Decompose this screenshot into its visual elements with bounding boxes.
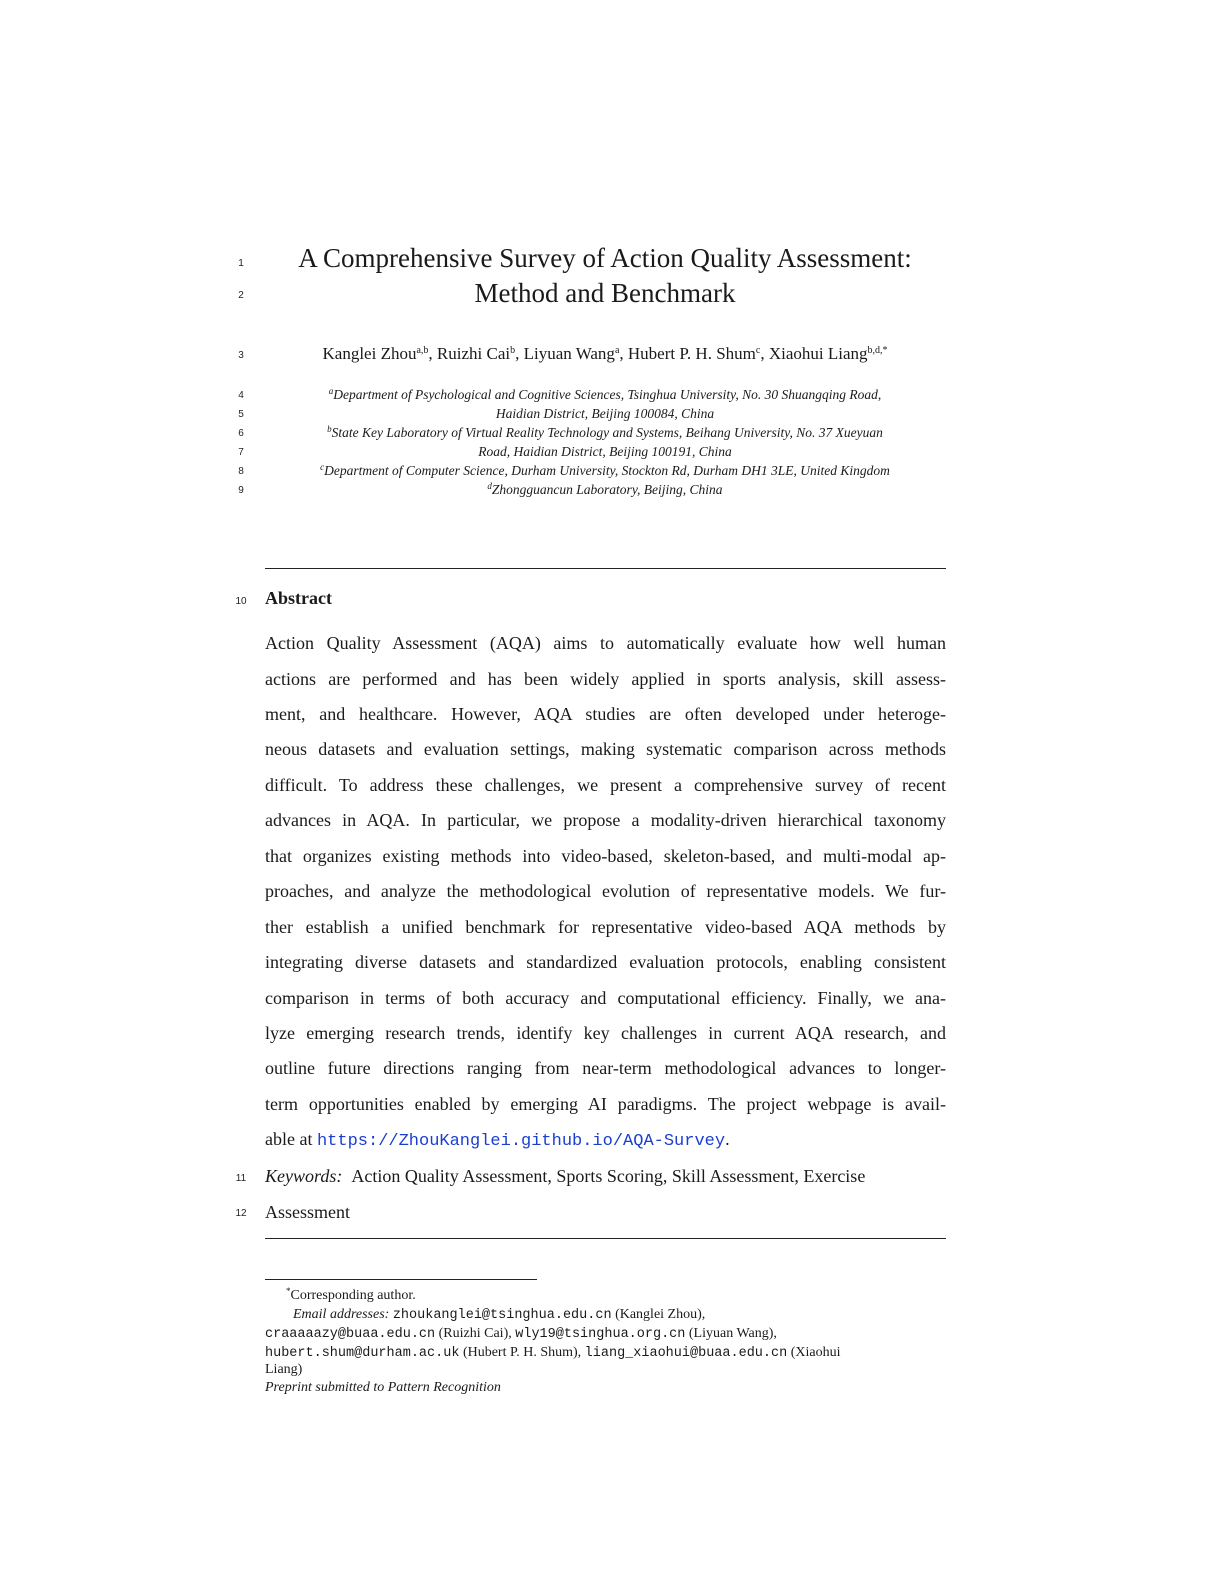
line-number: 1 [238,258,244,269]
abstract-line: term opportunities enabled by emerging AI paradigms. The project webpage is avail- [265,1094,946,1114]
corresponding-author-note: *Corresponding author. [286,1286,416,1303]
line-number: 6 [238,428,244,439]
author: Hubert P. H. Shum$^c$ [627,344,761,363]
author: Ruizhi Cai$^b$ [436,344,516,363]
affiliation: $^a$Department of Psychological and Cognitive Sciences, Tsinghua University, No. 30 Shuangqing Road, [328,386,882,402]
email-link[interactable]: zhoukanglei@tsinghua.edu.cn [392,1308,612,1323]
email-link[interactable]: liang_xiaohui@buaa.edu.cn [584,1346,788,1361]
abstract-line: advances in AQA. In particular, we propose a modality-driven hierarchical taxonomy [265,810,946,830]
author: Kanglei Zhou$^{a,b}$ [322,344,429,363]
line-number: 2 [238,290,244,301]
abstract-line: Action Quality Assessment (AQA) aims to automatically evaluate how well human [265,633,946,653]
abstract-line: difficult. To address these challenges, we present a comprehensive survey of recent [265,775,946,795]
abstract-line: outline future directions ranging from near-term methodological advances to longer- [265,1058,946,1078]
email-line: hubert.shum@durham.ac.uk (Hubert P. H. Shum), liang_xiaohui@buaa.edu.cn (Xiaohui [265,1345,841,1361]
affiliation-continued: Road, Haidian District, Beijing 100191, China [478,444,732,459]
abstract-line: neous datasets and evaluation settings, making systematic comparison across methods [265,739,946,759]
email-link[interactable]: craaaaazy@buaa.edu.cn [265,1327,436,1342]
email-link[interactable]: wly19@tsinghua.org.cn [515,1327,686,1342]
line-number: 10 [235,596,247,607]
author: Liyuan Wang$^a$ [523,344,620,363]
footnote-rule [265,1279,537,1280]
abstract-line: lyze emerging research trends, identify key challenges in current AQA research, and [265,1023,946,1043]
keywords-label: Keywords: [265,1166,343,1186]
abstract-line: integrating diverse datasets and standardized evaluation protocols, enabling consistent [265,952,946,972]
abstract-heading: Abstract [265,588,332,608]
abstract-line: proaches, and analyze the methodological evolution of representative models. We fur- [265,881,946,901]
author-list: Kanglei Zhou$^{a,b}$, Ruizhi Cai$^b$, Liyuan Wang$^a$, Hubert P. H. Shum$^c$, Xiaohui Liang$^{b,d,*}$ [322,344,888,363]
author: Xiaohui Liang$^{b,d,*}$ [768,344,888,363]
abstract-line: ment, and healthcare. However, AQA studies are often developed under heteroge- [265,704,946,724]
affiliation: $^c$Department of Computer Science, Durham University, Stockton Rd, Durham DH1 3LE, United Kingdom [320,462,890,478]
line-number: 7 [238,447,244,458]
email-line: craaaaazy@buaa.edu.cn (Ruizhi Cai), wly19@tsinghua.org.cn (Liyuan Wang), [265,1326,777,1342]
email-link[interactable]: hubert.shum@durham.ac.uk [265,1346,460,1361]
email-line: Email addresses: zhoukanglei@tsinghua.edu.cn (Kanglei Zhou), [293,1307,706,1323]
affiliation: $^b$State Key Laboratory of Virtual Reality Technology and Systems, Beihang University, No. 37 Xueyuan [327,424,883,440]
keywords-line: Assessment [265,1202,350,1222]
abstract-bottom-rule [265,1238,946,1239]
abstract-line: actions are performed and has been widely applied in sports analysis, skill assess- [265,669,946,689]
paper-title-line-1: A Comprehensive Survey of Action Quality Assessment: [298,243,912,273]
line-number: 3 [238,350,244,361]
affiliation: $^d$Zhongguancun Laboratory, Beijing, China [487,481,723,497]
abstract-last-line: able at https://ZhouKanglei.github.io/AQA-Survey. [265,1129,730,1151]
abstract-line: that organizes existing methods into video-based, skeleton-based, and multi-modal ap- [265,846,946,866]
keywords-line: Keywords: Action Quality Assessment, Sports Scoring, Skill Assessment, Exercise [265,1166,866,1186]
preprint-note: Preprint submitted to Pattern Recognition [265,1380,501,1395]
line-number: 8 [238,466,244,477]
line-number: 11 [235,1173,247,1184]
line-number: 12 [235,1208,247,1219]
paper-title-line-2: Method and Benchmark [474,278,736,308]
affiliation-continued: Haidian District, Beijing 100084, China [495,406,715,421]
project-webpage-link[interactable]: https://ZhouKanglei.github.io/AQA-Survey [316,1132,726,1151]
abstract-line: comparison in terms of both accuracy and computational efficiency. Finally, we ana- [265,988,946,1008]
abstract-top-rule [265,568,946,569]
line-number: 9 [238,485,244,496]
abstract-line: ther establish a unified benchmark for representative video-based AQA methods by [265,917,946,937]
line-number: 4 [238,390,244,401]
line-number: 5 [238,409,244,420]
email-line-tail: Liang) [265,1362,303,1377]
